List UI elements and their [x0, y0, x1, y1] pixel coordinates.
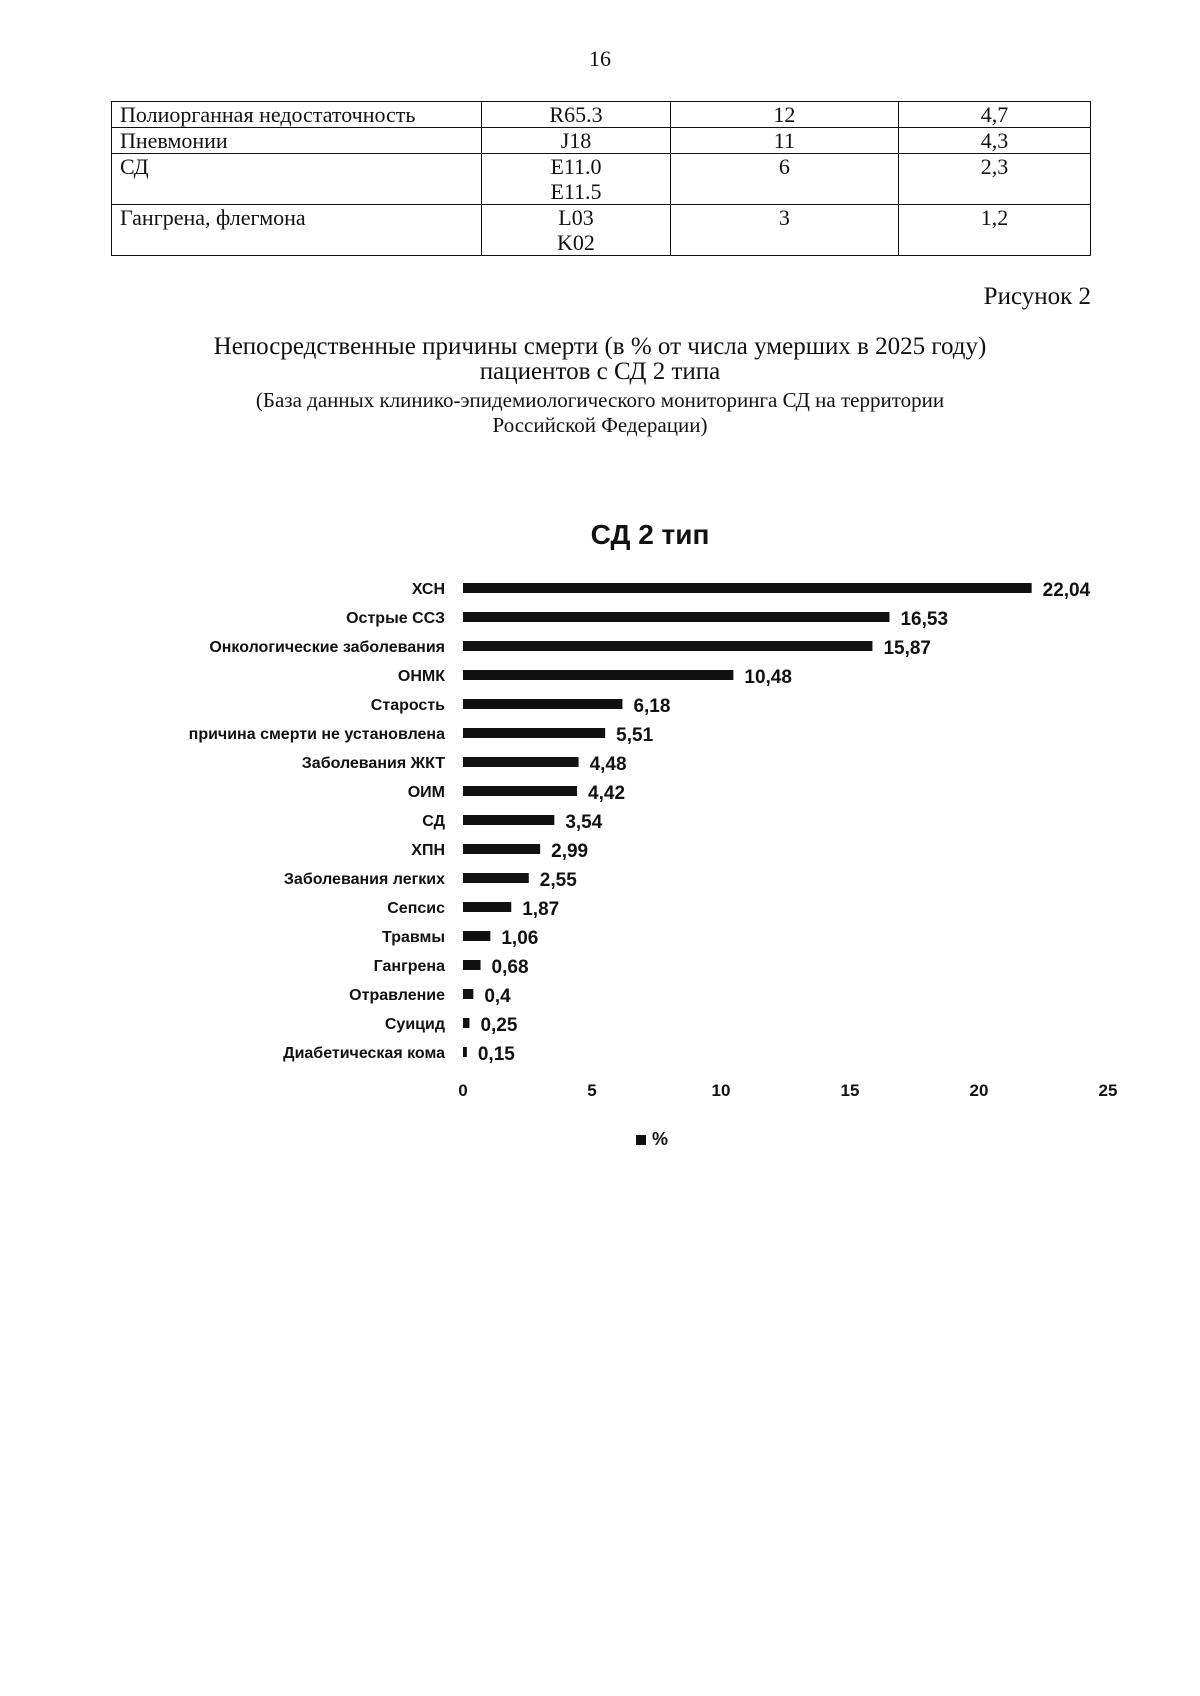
- data-label: 0,15: [477, 1044, 515, 1065]
- category-label: Травмы: [382, 929, 445, 946]
- bar: [463, 728, 605, 738]
- legend-swatch: [636, 1135, 646, 1145]
- table-cell-cause: Пневмонии: [112, 128, 482, 154]
- x-tick-label: 10: [711, 1081, 731, 1100]
- x-tick-label: 5: [587, 1081, 597, 1100]
- data-label: 16,53: [900, 609, 949, 630]
- figure-title: [150, 334, 1050, 384]
- data-label: 1,87: [522, 899, 560, 920]
- table-cell-percent: 2,3: [898, 154, 1090, 205]
- data-label: 4,48: [589, 754, 627, 775]
- bar: [463, 960, 481, 970]
- table-cell-code: J18: [560, 128, 592, 153]
- category-label: ОИМ: [407, 784, 445, 801]
- figure-label: Рисунок 2: [983, 283, 1091, 310]
- category-label: Гангрена: [373, 958, 445, 975]
- table-cell-cause: СД: [112, 154, 482, 205]
- table-cell-codes: [482, 102, 671, 128]
- table-row: [112, 205, 1091, 256]
- figure-title-line2: пациентов с СД 2 типа: [479, 358, 721, 385]
- table-cell-cause: Гангрена, флегмона: [112, 205, 482, 256]
- legend-label: %: [652, 1129, 669, 1149]
- table-cell-code: E11.0: [550, 154, 602, 179]
- x-tick-label: 20: [969, 1081, 989, 1100]
- x-tick-label: 25: [1098, 1081, 1118, 1100]
- figure-subtitle: [150, 388, 1050, 438]
- category-label: СД: [422, 813, 445, 830]
- data-label: 5,51: [616, 725, 654, 746]
- table-cell-count: 11: [670, 128, 898, 154]
- bar: [463, 815, 554, 825]
- chart-x-axis: [458, 1081, 1117, 1100]
- data-label: 10,48: [744, 667, 792, 688]
- table-cell-percent: 4,3: [898, 128, 1090, 154]
- table-cell-count: 12: [670, 102, 898, 128]
- category-label: Заболевания ЖКТ: [301, 755, 445, 772]
- data-label: 2,55: [539, 870, 577, 891]
- data-label: 6,18: [633, 696, 671, 717]
- bar: [463, 641, 872, 651]
- table-cell-codes: [482, 154, 671, 205]
- bar: [463, 757, 579, 767]
- bar: [463, 873, 529, 883]
- data-label: 15,87: [883, 638, 931, 659]
- chart-title: СД 2 тип: [590, 519, 710, 550]
- causes-table-body: [112, 102, 1091, 256]
- bar: [463, 786, 577, 796]
- data-label: 0,68: [491, 957, 529, 978]
- bar: [463, 902, 511, 912]
- category-label: ХСН: [411, 581, 445, 598]
- category-label: Онкологические заболевания: [209, 639, 445, 656]
- table-cell-code: E11.5: [550, 179, 602, 204]
- bar: [463, 699, 622, 709]
- bar: [463, 612, 889, 622]
- causes-table: [111, 101, 1091, 256]
- bar: [463, 931, 490, 941]
- category-label: ХПН: [411, 842, 445, 859]
- x-tick-label: 0: [458, 1081, 468, 1100]
- data-label: 1,06: [501, 928, 539, 949]
- bar: [463, 583, 1032, 593]
- data-label: 0,4: [484, 986, 511, 1007]
- figure-subtitle-line2: Российской Федерации): [492, 413, 708, 437]
- table-row: [112, 128, 1091, 154]
- category-label: ОНМК: [397, 668, 445, 685]
- table-cell-percent: 1,2: [898, 205, 1090, 256]
- bar: [463, 1018, 469, 1028]
- bar: [463, 1047, 467, 1057]
- bar-chart: [0, 500, 1200, 1160]
- table-cell-percent: 4,7: [898, 102, 1090, 128]
- data-label: 2,99: [551, 841, 589, 862]
- table-cell-code: L03: [558, 205, 594, 230]
- x-tick-label: 15: [840, 1081, 860, 1100]
- table-cell-cause: Полиорганная недостаточность: [112, 102, 482, 128]
- category-label: причина смерти не установлена: [188, 726, 445, 743]
- data-label: 0,25: [480, 1015, 518, 1036]
- chart-bars: [189, 580, 1091, 1065]
- category-label: Суицид: [384, 1016, 445, 1033]
- category-label: Заболевания легких: [283, 871, 445, 888]
- table-row: [112, 102, 1091, 128]
- chart-legend: [636, 1129, 668, 1149]
- bar: [463, 844, 540, 854]
- data-label: 22,04: [1042, 580, 1091, 601]
- figure-title-line1: Непосредственные причины смерти (в % от числа умерших в 2025 году): [213, 333, 987, 360]
- category-label: Отравление: [349, 987, 445, 1004]
- bar: [463, 670, 733, 680]
- figure-subtitle-line1: (База данных клинико-эпидемиологического мониторинга СД на территории: [255, 388, 945, 412]
- data-label: 4,42: [588, 783, 626, 804]
- category-label: Острые ССЗ: [346, 610, 445, 627]
- table-cell-codes: [482, 205, 671, 256]
- table-row: [112, 154, 1091, 205]
- page-number: 16: [589, 46, 611, 71]
- table-cell-code: R65.3: [549, 102, 603, 127]
- category-label: Сепсис: [387, 900, 445, 917]
- table-cell-count: 6: [670, 154, 898, 205]
- category-label: Диабетическая кома: [283, 1045, 445, 1062]
- category-label: Старость: [370, 697, 445, 714]
- table-cell-code: K02: [557, 230, 595, 255]
- data-label: 3,54: [565, 812, 603, 833]
- table-cell-count: 3: [670, 205, 898, 256]
- bar: [463, 989, 473, 999]
- table-cell-codes: [482, 128, 671, 154]
